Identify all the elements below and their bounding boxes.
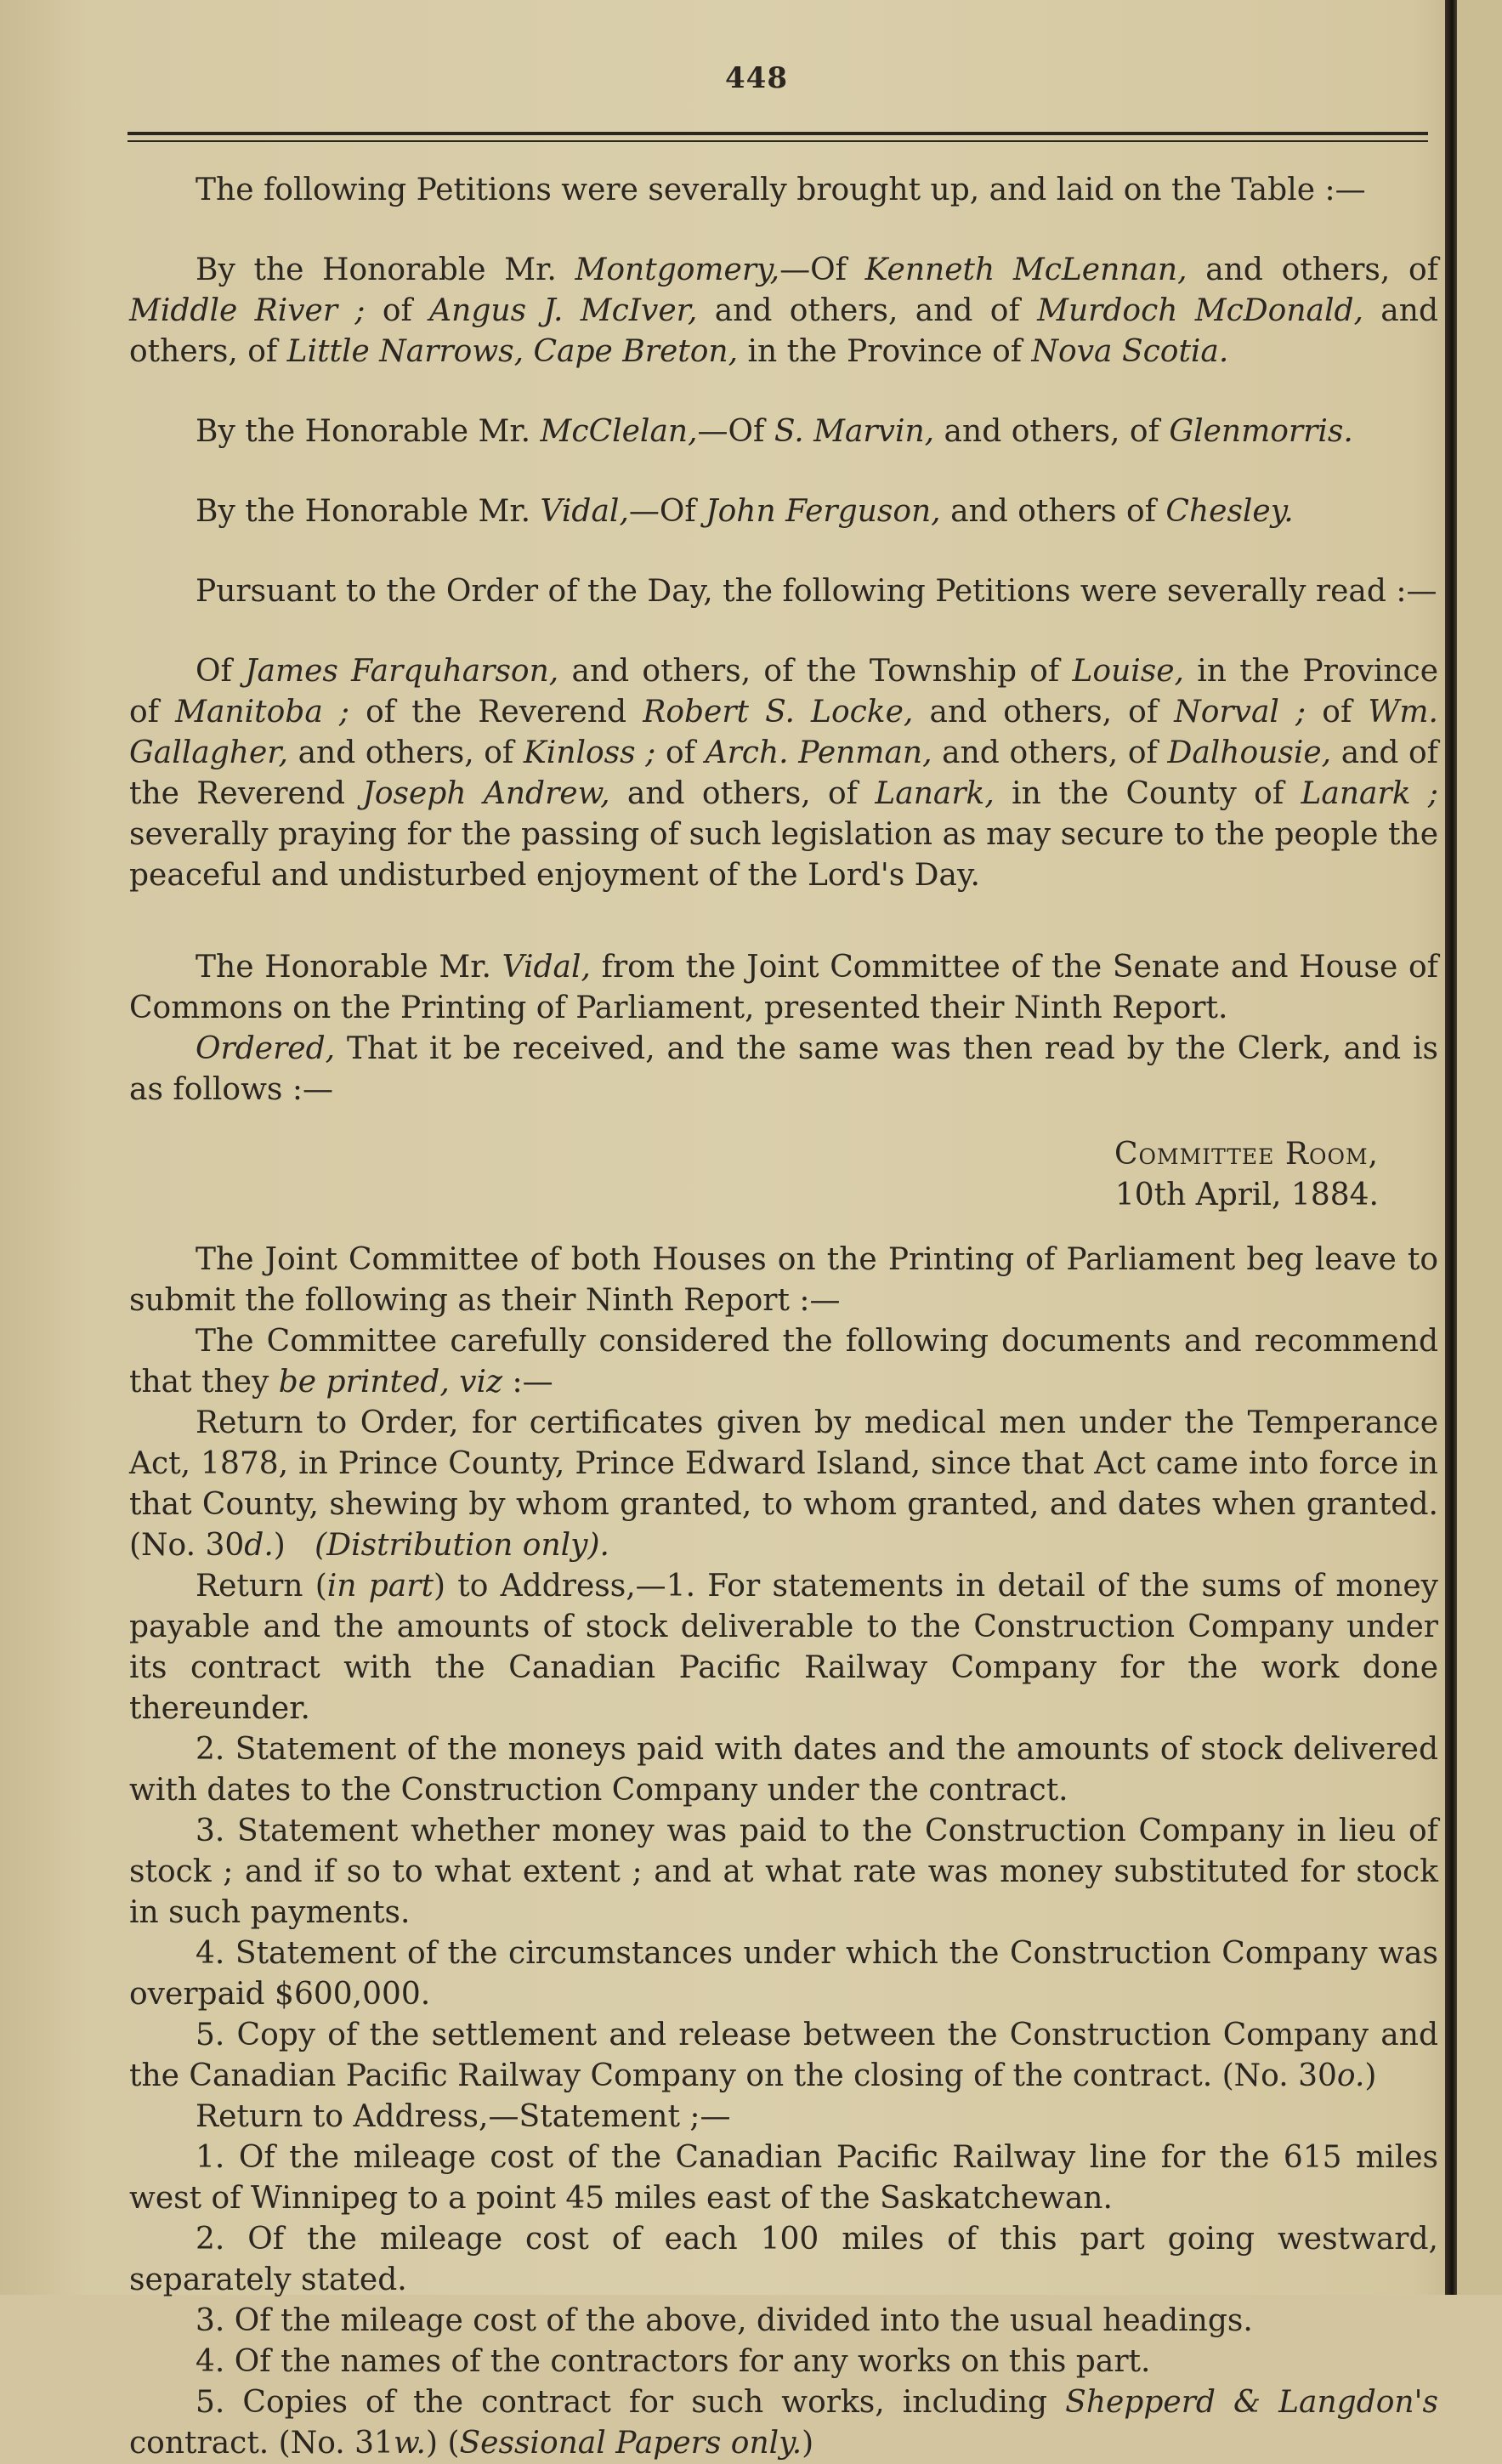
pursuant-paragraph: Pursuant to the Order of the Day, the following Petitions were severally read :—	[196, 574, 1437, 609]
book-gutter	[1445, 0, 1457, 2295]
return-mileage-2: 2. Of the mileage cost of each 100 miles of this part going westward, separately stated.	[129, 2222, 1438, 2297]
committee-considered-paragraph: The Committee carefully considered the following documents and recommend that they be printed, viz :—	[129, 1324, 1438, 1399]
return-cpr-5: 5. Copy of the settlement and release between the Construction Company and the Canadian Pacific Railway Company on the closing of the contract. (No. 30o.)	[129, 2018, 1438, 2093]
header-rule	[128, 132, 1428, 135]
petition-montgomery: By the Honorable Mr. Montgomery,—Of Kenneth McLennan, and others, of Middle River ; of Angus J. McIver, and others, and of Murdoch McDonald, and others, of Little Narrows, Cape Breton, in the Province of Nova Scotia.	[129, 253, 1439, 369]
ordered-paragraph: Ordered, That it be received, and the same was then read by the Clerk, and is as follows :—	[129, 1031, 1438, 1107]
return-cpr-2: 2. Statement of the moneys paid with dates and the amounts of stock delivered with dates to the Construction Company under the contract.	[129, 1732, 1438, 1808]
header-rule-thin	[128, 140, 1428, 142]
ninth-report-paragraph: The Honorable Mr. Vidal, from the Joint Committee of the Senate and House of Commons on the Printing of Parliament, presented their Ninth Report.	[129, 950, 1438, 1025]
petitions-read-paragraph: Of James Farquharson, and others, of the Township of Louise, in the Province of Manitoba ; of the Reverend Robert S. Locke, and others, of Norval ; of Wm. Gallagher, and others, of Kinloss ; of Arch. Penman, and others, of Dalhousie, and of the Reverend Joseph Andrew, and others, of Lanark, in the County of Lanark ; severally praying for the passing of such legislation as may secure to the people the peaceful and undisturbed enjoyment of the Lord's Day.	[129, 654, 1439, 893]
return-temperance: Return to Order, for certificates given by medical men under the Temperance Act, 1878, in Prince County, Prince Edward Island, since that Act came into force in that County, shewing by whom granted, to whom granted, and dates when granted. (No. 30d.) (Distribution only).	[129, 1405, 1438, 1563]
return-cpr-3: 3. Statement whether money was paid to the Construction Company in lieu of stock ; and if so to what extent ; and at what rate was money substituted for stock in such payments.	[129, 1814, 1438, 1930]
petition-vidal: By the Honorable Mr. Vidal,—Of John Ferguson, and others of Chesley.	[196, 494, 1294, 529]
return-cpr-4: 4. Statement of the circumstances under which the Construction Company was overpaid $600,000.	[129, 1936, 1438, 2012]
adjacent-page-edge	[1457, 0, 1502, 2295]
joint-committee-paragraph: The Joint Committee of both Houses on the Printing of Parliament beg leave to submit the following as their Ninth Report :—	[129, 1242, 1438, 1318]
return-cpr-1: Return (in part) to Address,—1. For statements in detail of the sums of money payable and the amounts of stock deliverable to the Construction Company under its contract with the Canadian Pacific Railway Company for the work done thereunder.	[129, 1569, 1438, 1726]
return-mileage-3: 3. Of the mileage cost of the above, divided into the usual headings.	[196, 2303, 1253, 2338]
intro-paragraph: The following Petitions were severally brought up, and laid on the Table :—	[196, 173, 1366, 207]
return-mileage: Return to Address,—Statement ;—	[196, 2099, 731, 2134]
committee-room: Committee Room,	[1114, 1137, 1379, 1172]
petition-mcclelan: By the Honorable Mr. McClelan,—Of S. Marvin, and others, of Glenmorris.	[196, 414, 1353, 449]
return-mileage-5: 5. Copies of the contract for such works, including Shepperd & Langdon's contract. (No. 31w.) (Sessional Papers only.)	[129, 2385, 1438, 2461]
return-mileage-4: 4. Of the names of the contractors for any works on this part.	[196, 2344, 1151, 2379]
page-body	[129, 170, 1438, 2464]
return-mileage-1: 1. Of the mileage cost of the Canadian Pacific Railway line for the 615 miles west of Winnipeg to a point 45 miles east of the Saskatchewan.	[129, 2140, 1438, 2216]
page-number: 448	[725, 61, 788, 95]
committee-date: 10th April, 1884.	[1114, 1178, 1379, 1212]
